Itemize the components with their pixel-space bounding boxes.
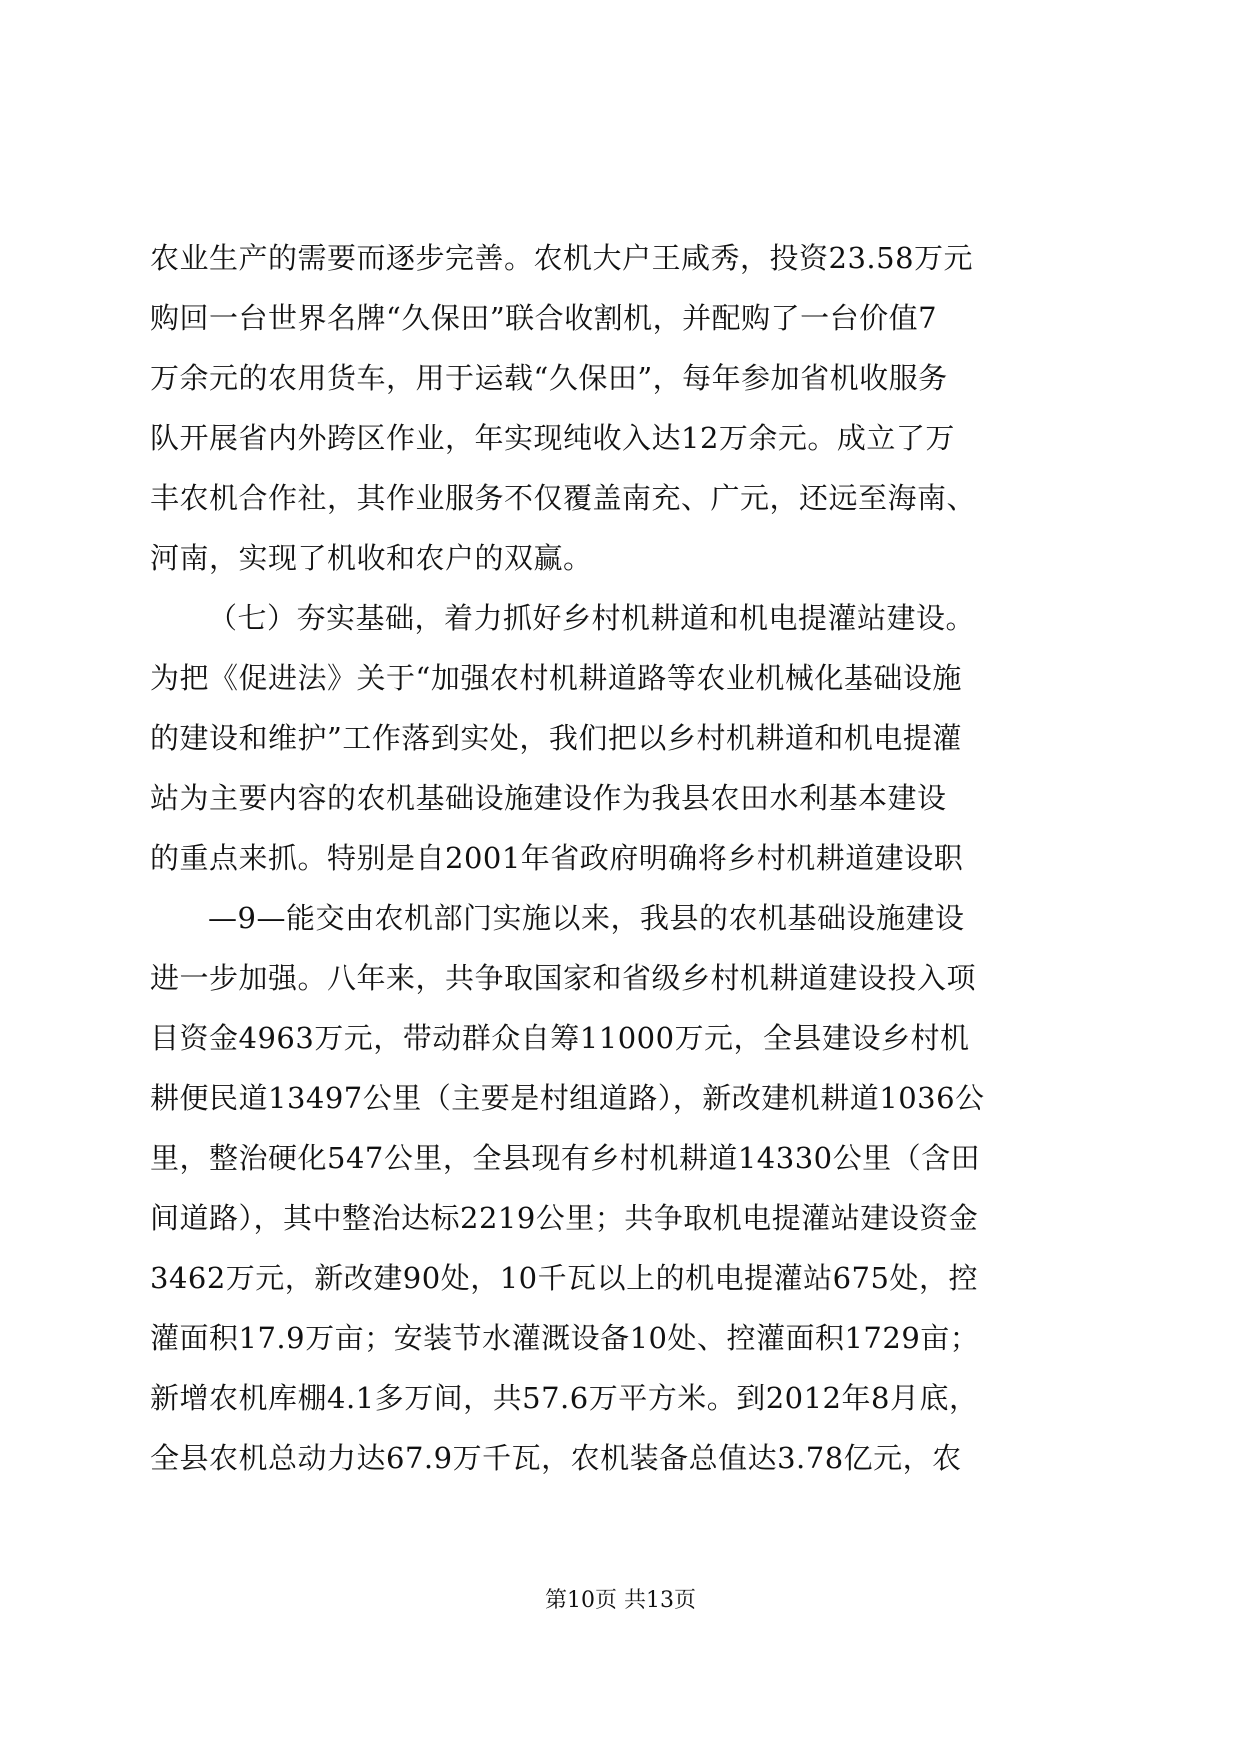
text-line: 3462万元，新改建90处，10千瓦以上的机电提灌站675处，控 [150,1261,978,1295]
text-line: 的重点来抓。特别是自2001年省政府明确将乡村机耕道建设职 [150,841,964,875]
text-line: 里，整治硬化547公里，全县现有乡村机耕道14330公里（含田 [150,1141,981,1175]
text-line: 站为主要内容的农机基础设施建设作为我县农田水利基本建设 [150,781,947,815]
text-line: 河南，实现了机收和农户的双赢。 [150,541,593,575]
text-line: 队开展省内外跨区作业，年实现纯收入达12万余元。成立了万 [150,421,955,455]
text-line: 间道路），其中整治达标2219公里；共争取机电提灌站建设资金 [150,1201,979,1235]
page-number: 第10页 共13页 [545,1588,696,1613]
text-line: 新增农机库棚4.1多万间，共57.6万平方米。到2012年8月底， [150,1381,979,1415]
document-body [150,228,1090,1488]
section-heading: （七）夯实基础，着力抓好乡村机耕道和机电提灌站建设。 [208,601,976,635]
text-line: 全县农机总动力达67.9万千瓦，农机装备总值达3.78亿元，农 [150,1441,962,1475]
text-line: —9—能交由农机部门实施以来，我县的农机基础设施建设 [208,901,965,935]
text-line: 目资金4963万元，带动群众自筹11000万元，全县建设乡村机 [150,1021,970,1055]
text-line: 为把《促进法》关于“加强农村机耕道路等农业机械化基础设施 [150,661,962,695]
text-line: 农业生产的需要而逐步完善。农机大户王咸秀，投资23.58万元 [150,241,974,275]
text-line: 购回一台世界名牌“久保田”联合收割机，并配购了一台价值7 [150,301,938,335]
text-line: 万余元的农用货车，用于运载“久保田”，每年参加省机收服务 [150,361,948,395]
text-line: 丰农机合作社，其作业服务不仅覆盖南充、广元，还远至海南、 [150,481,977,515]
page-footer [0,1586,1241,1616]
text-line: 进一步加强。八年来，共争取国家和省级乡村机耕道建设投入项 [150,961,977,995]
text-line: 耕便民道13497公里（主要是村组道路），新改建机耕道1036公 [150,1081,985,1115]
text-line: 的建设和维护”工作落到实处，我们把以乡村机耕道和机电提灌 [150,721,962,755]
text-line: 灌面积17.9万亩；安装节水灌溉设备10处、控灌面积1729亩； [150,1321,980,1355]
